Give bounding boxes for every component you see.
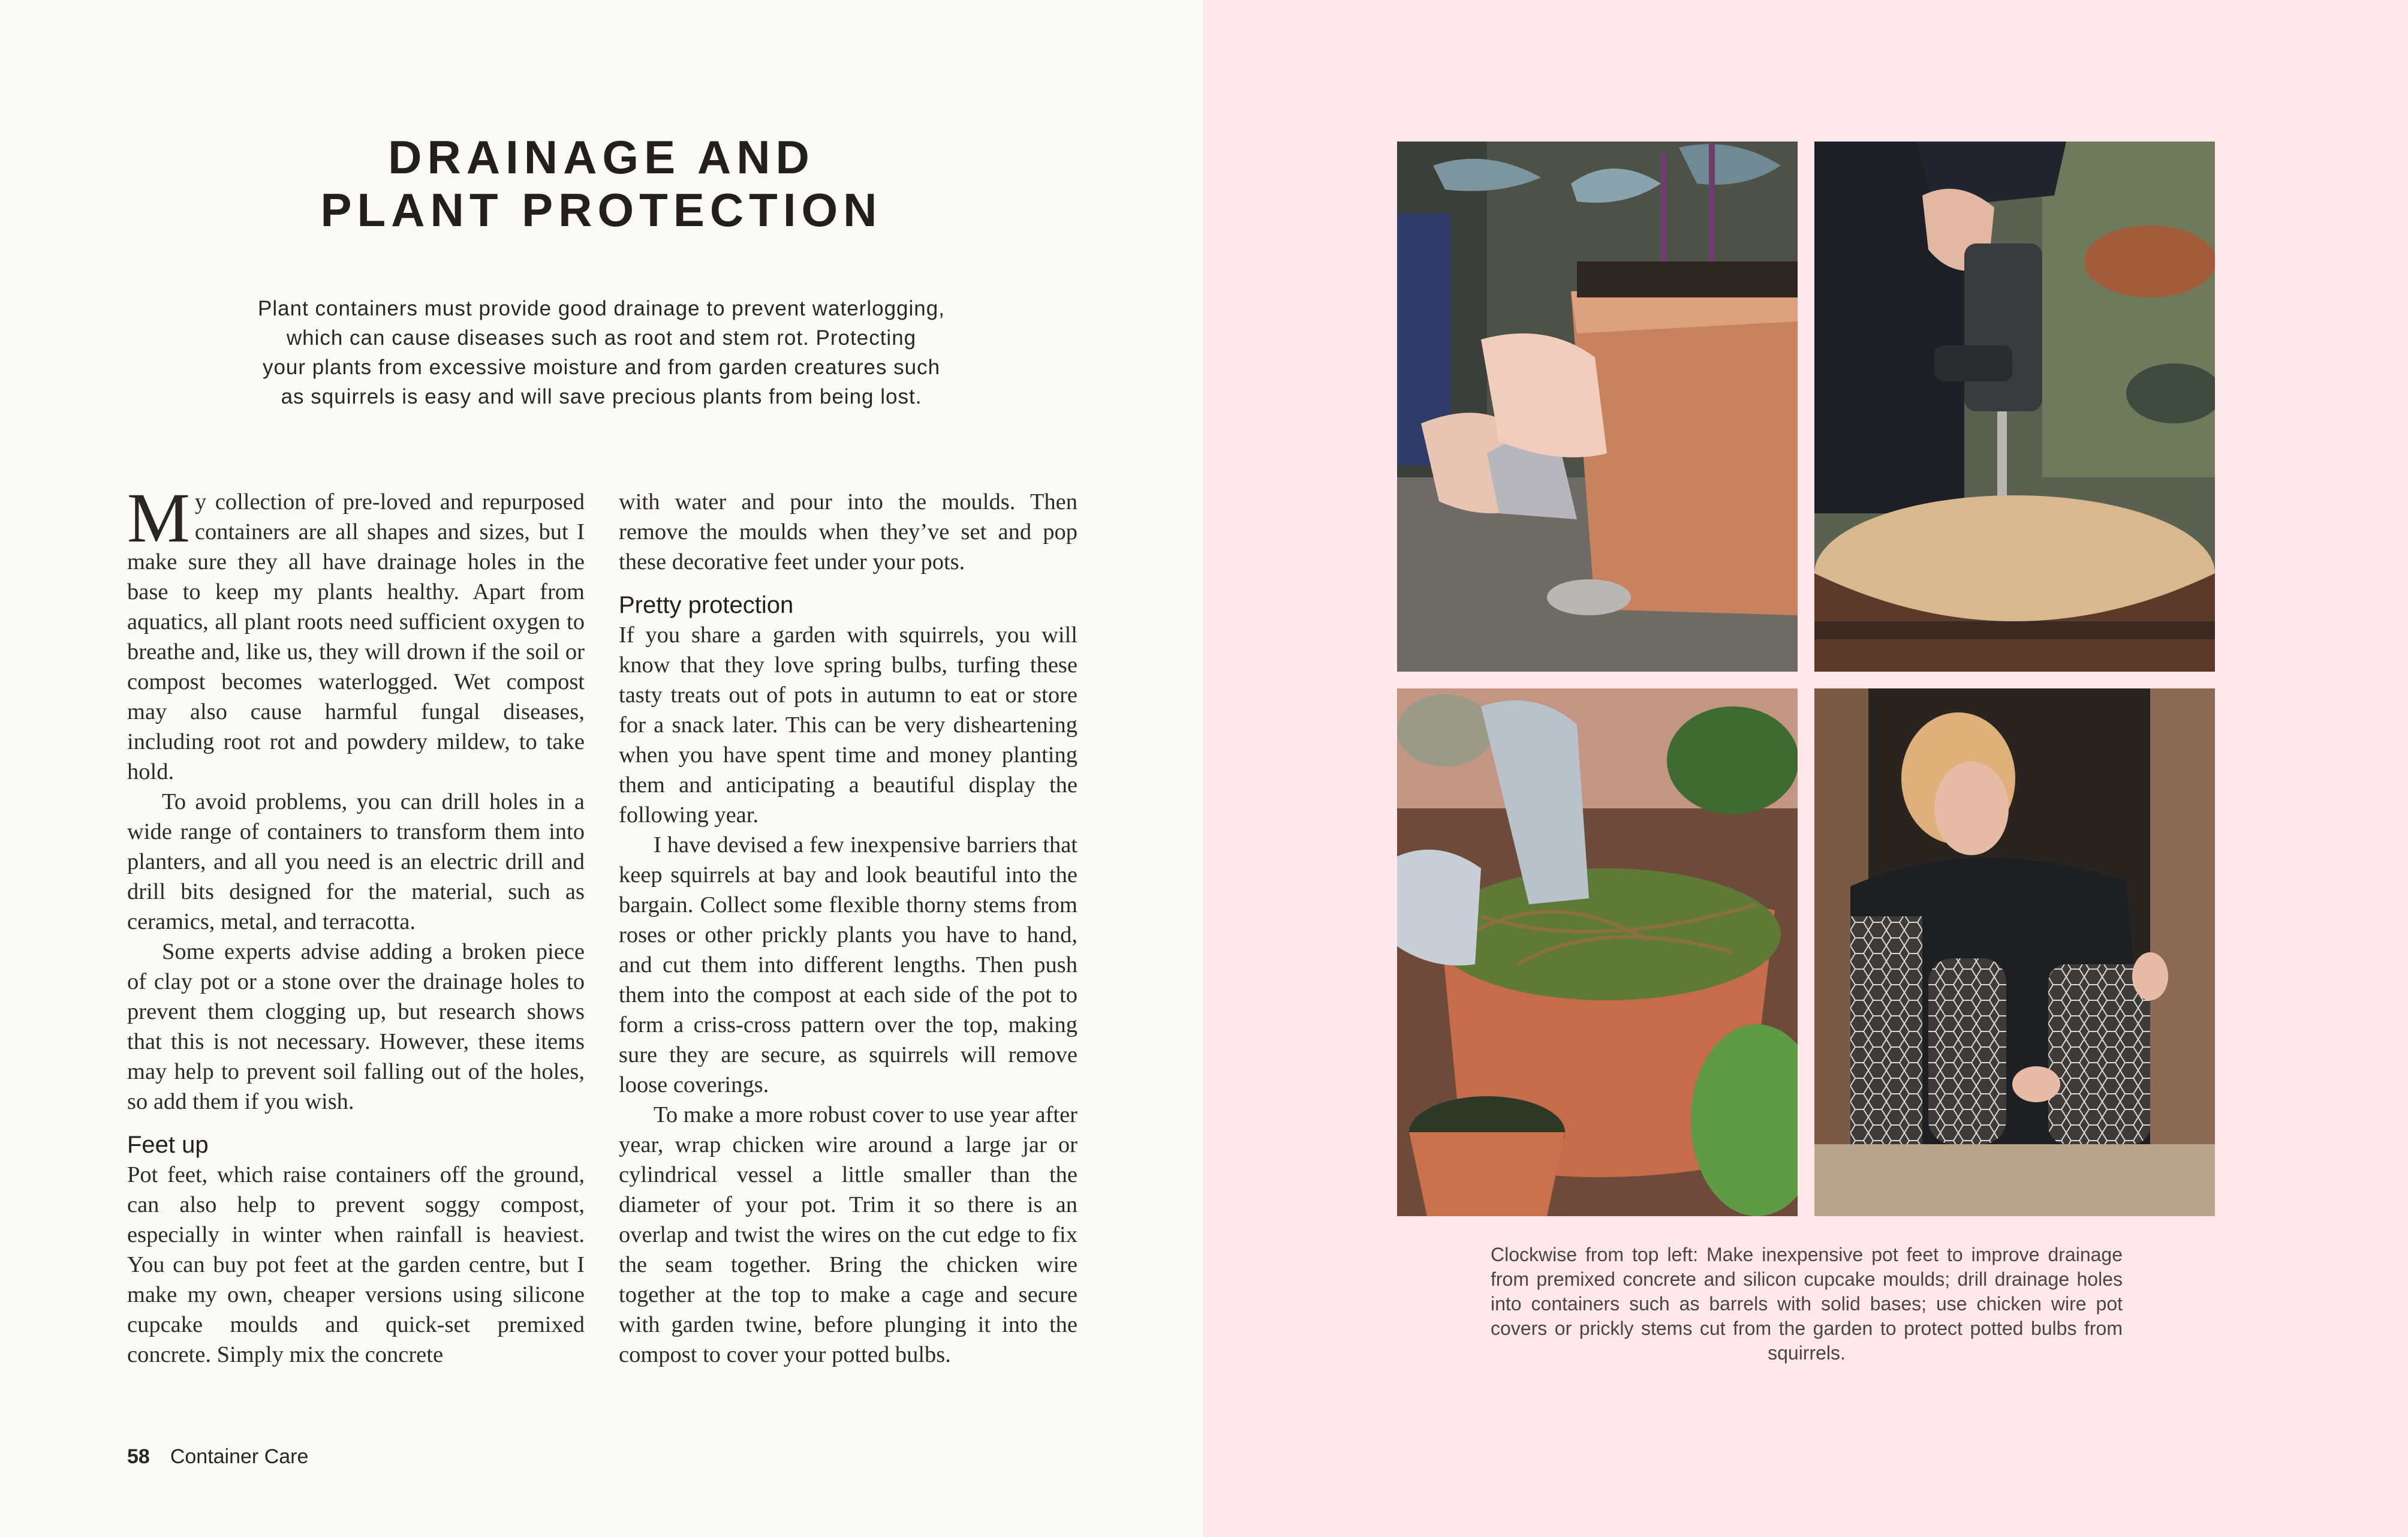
- intro-line: which can cause diseases such as root and stem rot. Protecting: [286, 326, 917, 350]
- intro-line: Plant containers must provide good drainage to prevent waterlogging,: [258, 297, 945, 320]
- intro-line: as squirrels is easy and will save precious plants from being lost.: [281, 385, 922, 408]
- section-name: Container Care: [170, 1445, 309, 1468]
- photo-caption: Clockwise from top left: Make inexpensive pot feet to improve drainage from premixed concrete and silicon cupcake moulds; drill drainage holes into containers such as barrels with solid bases; use chicken wire pot covers or prickly stems cut from the garden to protect potted bulbs from squirrels.: [1491, 1244, 2123, 1364]
- body-paragraph: with water and pour into the moulds. Then remove the moulds when they’ve set and pop these decorative feet under your pots.: [619, 489, 1077, 575]
- body-paragraph-text: y collection of pre-loved and repurposed containers are all shapes and sizes, but I make sure they all have drainage holes in the base to keep my plants healthy. Apart from aquatics, all plant roots need sufficient oxygen to breathe and, like us, they will drown if the soil or compost becomes waterlogged. Wet compost may also cause harmful fungal diseases, including root rot and powdery mildew, to take hold.: [127, 489, 585, 784]
- photo-drill-barrel: [1814, 142, 2215, 672]
- page-footer: [127, 1445, 308, 1469]
- text-column-right: [619, 487, 1077, 1370]
- page-number: 58: [127, 1445, 150, 1468]
- intro-line: your plants from excessive moisture and from garden creatures such: [262, 356, 941, 379]
- body-paragraph: [127, 479, 585, 787]
- text-column-left: [127, 479, 585, 1370]
- body-paragraph: Pot feet, which raise containers off the ground, can also help to prevent soggy compost, especially in winter when rainfall is heaviest. You can buy pot feet at the garden centre, but I make my own, cheaper versions using silicone cupcake moulds and quick-set premixed concrete. Simply mix the concrete: [127, 1162, 585, 1367]
- photo-drill-barrel-image: [1814, 142, 2215, 672]
- page-title-line-1: DRAINAGE AND: [388, 131, 815, 184]
- drop-cap: M: [127, 479, 190, 557]
- photo-pot-feet: [1397, 142, 1798, 672]
- body-paragraph: I have devised a few inexpensive barriers that keep squirrels at bay and look beautiful into the bargain. Collect some flexible thorny stems from roses or other prickly plants you have to hand, and cut them into different lengths. Then push them into the compost at each side of the pot to form a criss-cross pattern over the top, making sure they are secure, as squirrels will remove loose coverings.: [619, 832, 1077, 1097]
- body-paragraph: If you share a garden with squirrels, you will know that they love spring bulbs, turfing these tasty treats out of pots in autumn to eat or store for a snack later. This can be very disheartening when you have spent time and money planting them and anticipating a beautiful display the following year.: [619, 622, 1077, 828]
- photo-prickly-stems: [1397, 688, 1798, 1216]
- left-page: [0, 0, 1203, 1537]
- photo-prickly-stems-image: [1397, 688, 1798, 1216]
- photo-chicken-wire: [1814, 688, 2215, 1216]
- photo-pot-feet-image: [1397, 142, 1798, 672]
- body-paragraph: Some experts advise adding a broken piece of clay pot or a stone over the drainage holes to prevent them clogging up, but research shows that this is not necessary. However, these items may help to prevent soil falling out of the holes, so add them if you wish.: [127, 939, 585, 1114]
- body-paragraph: To avoid problems, you can drill holes in a wide range of containers to transform them into planters, and all you need is an electric drill and drill bits designed for the material, such as ceramics, metal, and terracotta.: [127, 789, 585, 934]
- body-paragraph: To make a more robust cover to use year after year, wrap chicken wire around a large jar or cylindrical vessel a little smaller than the diameter of your pot. Trim it so there is an overlap and twist the wires on the cut edge to fix the seam together. Bring the chicken wire together at the top to make a cage and secure with garden twine, before plunging it into the compost to cover your potted bulbs.: [619, 1102, 1077, 1367]
- intro-paragraph: [150, 294, 1053, 411]
- photo-chicken-wire-image: [1814, 688, 2215, 1216]
- subheading-pretty-protection: Pretty protection: [619, 592, 794, 618]
- page-title-line-2: PLANT PROTECTION: [320, 184, 883, 236]
- subheading-feet-up: Feet up: [127, 1132, 209, 1158]
